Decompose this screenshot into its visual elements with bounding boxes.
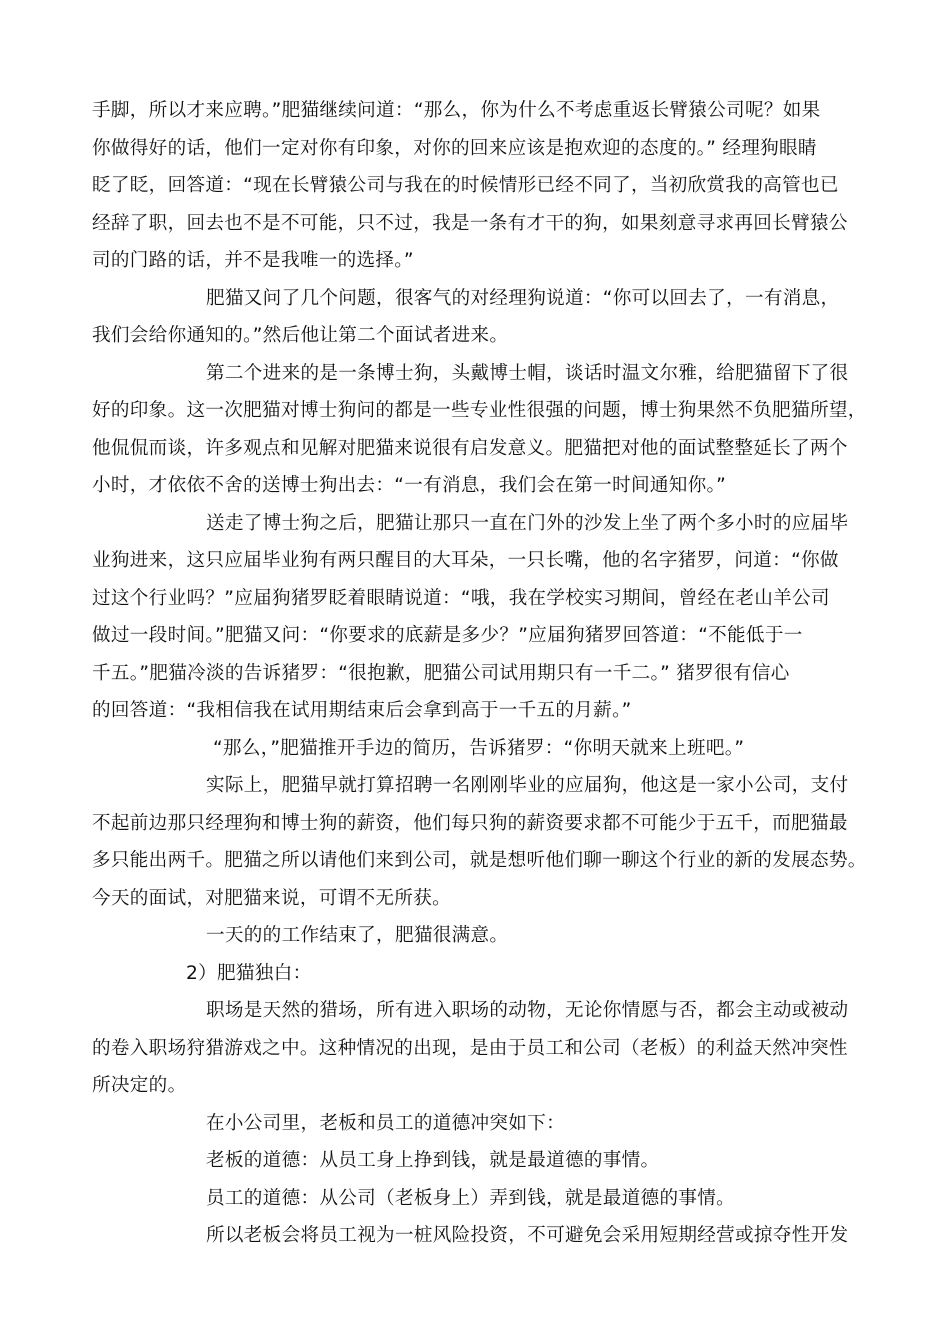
text-line: 做过一段时间。”肥猫又问：“你要求的底薪是多少？”应届狗猪罗回答道：“不能低于一 xyxy=(92,625,803,646)
text-line: 他侃侃而谈，许多观点和见解对肥猫来说很有启发意义。肥猫把对他的面试整整延长了两个 xyxy=(92,438,848,459)
text-line: 小时，才依依不舍的送博士狗出去：“一有消息，我们会在第一时间通知你。” xyxy=(92,475,727,496)
paragraph-start-line: 职场是天然的猎场，所有进入职场的动物，无论你情愿与否，都会主动或被动 xyxy=(206,1000,849,1021)
text-line: 你做得好的话，他们一定对你有印象，对你的回来应该是抱欢迎的态度的。” 经理狗眼睛 xyxy=(92,138,817,159)
text-line: 多只能出两千。肥猫之所以请他们来到公司，就是想听他们聊一聊这个行业的新的发展态势。 xyxy=(92,850,867,871)
paragraph-start-line: 肥猫又问了几个问题，很客气的对经理狗说道：“你可以回去了，一有消息， xyxy=(206,288,840,309)
text-line: 千五。”肥猫冷淡的告诉猪罗：“很抱歉，肥猫公司试用期只有一千二。” 猪罗很有信心 xyxy=(92,663,790,684)
text-line: 我们会给你通知的。”然后他让第二个面试者进来。 xyxy=(92,325,509,346)
text-line: 的回答道：“我相信我在试用期结束后会拿到高于一千五的月薪。” xyxy=(92,700,632,721)
text-line: 业狗进来，这只应届毕业狗有两只醒目的大耳朵，一只长嘴，他的名字猪罗，问道：“你做 xyxy=(92,550,839,571)
text-line: 不起前边那只经理狗和博士狗的薪资，他们每只狗的薪资要求都不可能少于五千，而肥猫最 xyxy=(92,813,848,834)
text-line: 经辞了职，回去也不是不可能，只不过，我是一条有才干的狗，如果刻意寻求再回长臂猿公 xyxy=(92,213,848,234)
paragraph-start-line: 第二个进来的是一条博士狗，头戴博士帽，谈话时温文尔雅，给肥猫留下了很 xyxy=(206,363,849,384)
paragraph-start-line: 员工的道德：从公司（老板身上）弄到钱，就是最道德的事情。 xyxy=(206,1188,736,1209)
text-line: 眨了眨，回答道：“现在长臂猿公司与我在的时候情形已经不同了，当初欣赏我的高管也已 xyxy=(92,175,839,196)
text-line: 的卷入职场狩猎游戏之中。这种情况的出现，是由于员工和公司（老板）的利益天然冲突性 xyxy=(92,1038,848,1059)
paragraph-start-line: 一天的的工作结束了，肥猫很满意。 xyxy=(206,925,509,946)
paragraph-start-line: 在小公司里，老板和员工的道德冲突如下： xyxy=(206,1113,565,1134)
text-line: 今天的面试，对肥猫来说，可谓不无所获。 xyxy=(92,888,451,909)
paragraph-start-line: 送走了博士狗之后，肥猫让那只一直在门外的沙发上坐了两个多小时的应届毕 xyxy=(206,513,849,534)
paragraph-start-line: 老板的道德：从员工身上挣到钱，就是最道德的事情。 xyxy=(206,1150,660,1171)
section-heading: 2）肥猫独白： xyxy=(186,963,312,984)
paragraph-start-line: 所以老板会将员工视为一桩风险投资，不可避免会采用短期经营或掠夺性开发 xyxy=(206,1225,849,1246)
text-line: 好的印象。这一次肥猫对博士狗问的都是一些专业性很强的问题，博士狗果然不负肥猫所望， xyxy=(92,400,867,421)
text-line: 过这个行业吗？”应届狗猪罗眨着眼睛说道：“哦，我在学校实习期间，曾经在老山羊公司 xyxy=(92,588,830,609)
text-line: 手脚，所以才来应聘。”肥猫继续问道：“那么，你为什么不考虑重返长臂猿公司呢？如果 xyxy=(92,100,821,121)
paragraph-start-line: “那么，”肥猫推开手边的简历，告诉猪罗：“你明天就来上班吧。” xyxy=(213,738,745,759)
text-line: 司的门路的话，并不是我唯一的选择。” xyxy=(92,250,414,271)
text-line: 所决定的。 xyxy=(92,1075,187,1096)
paragraph-start-line: 实际上，肥猫早就打算招聘一名刚刚毕业的应届狗，他这是一家小公司，支付 xyxy=(206,775,849,796)
